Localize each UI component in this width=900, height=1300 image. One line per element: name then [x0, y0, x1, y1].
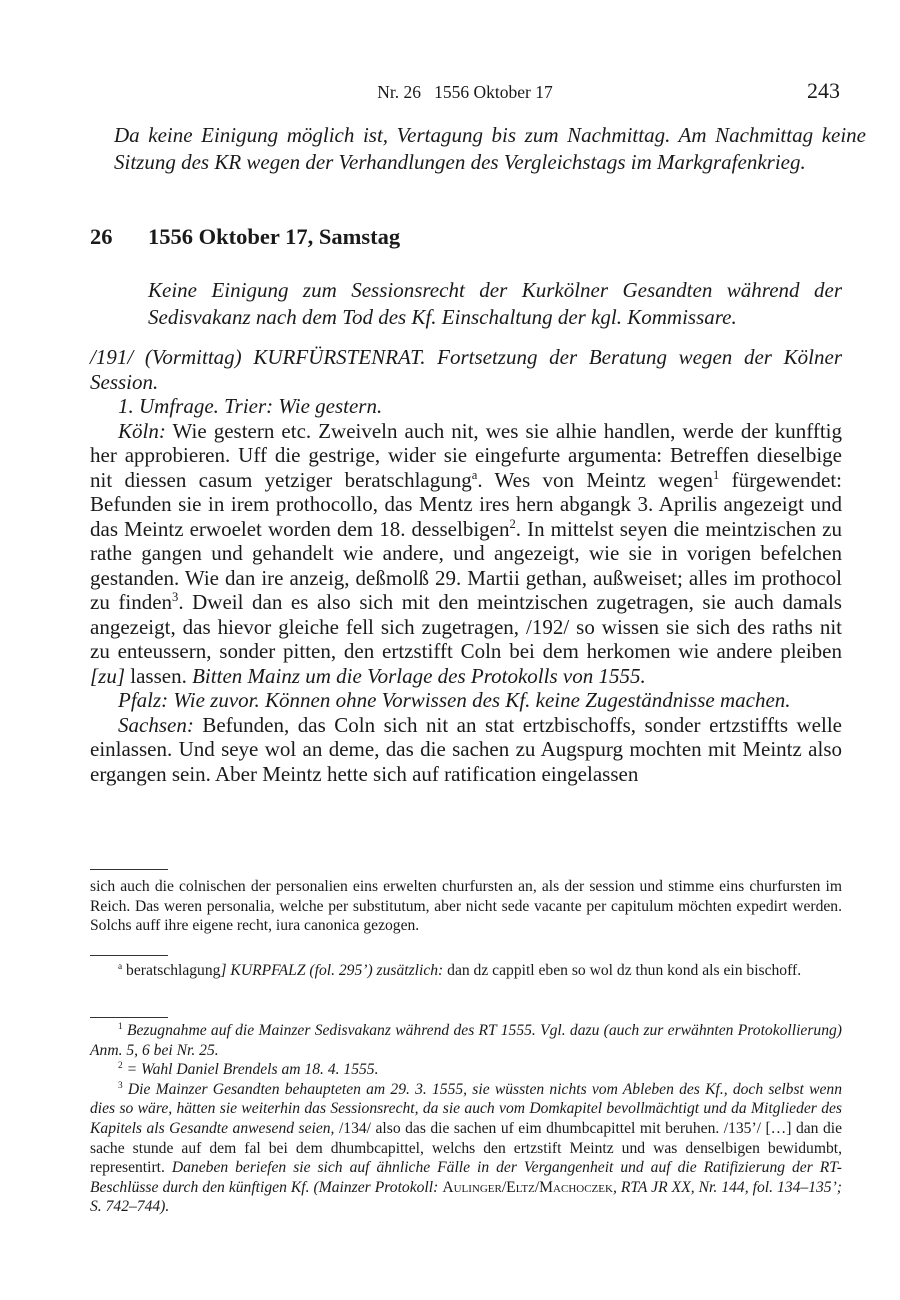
document-heading — [90, 224, 400, 250]
footnote-continuation: sich auch die colnischen der personalien eins erwelten churfursten an, als der session und stimme eins churfursten im Reich. Das weren personalia, welche per substitutum, aber nicht sede vacante per capitulum möchten expedirt werden. Solchs auff ihre eigene recht, iura canonica gezogen. — [90, 878, 842, 935]
koeln-text-2: . Wes von Meintz wegen — [477, 467, 713, 492]
pfalz-paragraph: Pfalz: Wie zuvor. Können ohne Vorwissen des Kf. keine Zugeständnisse machen. — [118, 688, 791, 712]
footnote-1-mark: 1 — [118, 1021, 123, 1032]
footnote-2-mark: 2 — [118, 1061, 123, 1071]
sachsen-label: Sachsen: — [118, 712, 194, 737]
footnote-2 — [90, 1060, 842, 1080]
intro-summary: Da keine Einigung möglich ist, Vertagung bis zum Nachmittag. Am Nachmittag keine Sitzung des KR wegen der Verhandlungen des Vergleichstags im Markgrafenkrieg. — [114, 123, 866, 174]
koeln-text-3: fürgewendet: Befunden sie in irem prothocollo, das Mentz ires hern abgangk 3. Aprilis angezeigt und das Meintz erwoelet worden dem 18. desselbigen — [90, 467, 843, 541]
running-head-title: Nr. 26 1556 Oktober 17 — [377, 82, 553, 102]
apparatus-lemma: beratschlagung — [122, 962, 221, 979]
footnote-3-mark: 3 — [118, 1080, 123, 1091]
umfrage-trier: 1. Umfrage. Trier: Wie gestern. — [118, 394, 383, 418]
koeln-editorial: [zu] — [90, 663, 126, 688]
main-text — [90, 345, 842, 786]
sachsen-paragraph — [90, 713, 842, 787]
footnote-3-quote: /134/ also das die sachen uf eim dhumbcapittel mit beruhen. /135’/ […] dan die sache stunde auf dem fal bei dem dhumbcapittel, welchs den ertzstift Meintz und was denselbigen bewidumbt, representirt. — [90, 1119, 843, 1177]
footnote-2-text: = Wahl Daniel Brendels am 18. 4. 1555. — [122, 1061, 379, 1079]
running-head — [90, 78, 840, 108]
page-number: 243 — [807, 78, 840, 103]
document-number: 26 — [90, 224, 113, 249]
footnote-3-text-2: Daneben beriefen sie sich auf ähnliche Fälle in der Vergangenheit und auf die Ratifizierung der RT-Beschlüsse durch den künftigen Kf. (Mainzer Protokoll: — [90, 1159, 842, 1196]
footnote-3 — [90, 1080, 842, 1217]
footnote-mark-2: 2 — [509, 516, 516, 531]
footnote-1 — [90, 1021, 842, 1060]
apparatus-source: ] KURPFALZ (fol. 295’) zusätzlich: — [220, 962, 444, 979]
apparatus-text: dan dz cappitl eben so wol dz thun kond als ein bischoff. — [443, 962, 802, 979]
footnote-3-reference: , RTA JR XX, Nr. 144, fol. 134–135’; S. 742–744). — [90, 1178, 842, 1216]
footnote-3-authors: Aulinger/Eltz/Machoczek — [442, 1178, 613, 1196]
sachsen-text: Befunden, das Coln sich nit an stat ertzbischoffs, sonder ertzstiffts welle einlassen. Und seye wol an deme, das die sachen zu Augspurg mochten mit Meintz also ergangen sein. Aber Meintz hette sich auf ratification eingelassen — [90, 712, 842, 786]
koeln-label: Köln: — [118, 418, 166, 443]
regest: Keine Einigung zum Sessionsrecht der Kurkölner Gesandten während der Sedisvakanz nach dem Tod des Kf. Einschaltung der kgl. Kommissare. — [148, 278, 842, 329]
koeln-text-4: . In mittelst seyen die meintzischen zu rathe gangen und gehandelt wie andere, und angezeigt, wie sie in vorigen befelchen gestanden. Wie dan ire anzeig, deßmolß 29. Martii gethan, außweiset; alles im prothocol zu finden — [90, 516, 842, 614]
commentary-rule — [90, 1017, 168, 1018]
footnote-mark-1: 1 — [712, 467, 720, 482]
koeln-text-6: lassen. — [125, 663, 193, 688]
koeln-summary: Bitten Mainz um die Vorlage des Protokolls von 1555. — [192, 663, 646, 688]
apparatus-note-a — [90, 961, 842, 981]
apparatus-mark: a — [118, 961, 123, 972]
apparatus-rule — [90, 955, 168, 956]
footnote-mark-3: 3 — [172, 590, 179, 604]
commentary-notes — [90, 1021, 842, 1217]
koeln-text-5: . Dweil dan es also sich mit den meintzischen zugetragen, sie auch damals angezeigt, das hievor gleiche fell sich zugetragen, /192/ so wissen sie sich des raths nit zu enteussern, sonder pitten, den ertzstifft Coln bei dem herkomen wie andere pleiben — [90, 590, 842, 663]
koeln-paragraph — [90, 419, 842, 689]
koeln-text-1: Wie gestern etc. Zweiveln auch nit, wes sie alhie handlen, werde der kunfftig her approbieren. Uff die gestrige, wider sie eingefurte argumenta: Betreffen dieselbige nit diessen casum yetziger beratschlagung — [90, 418, 842, 492]
footnote-mark-a: a — [471, 467, 478, 482]
document-title: 1556 Oktober 17, Samstag — [148, 224, 401, 249]
footnote-1-text: Bezugnahme auf die Mainzer Sedisvakanz während des RT 1555. Vgl. dazu (auch zur erwähnten Protokollierung) Anm. 5, 6 bei Nr. 25. — [90, 1022, 842, 1059]
session-paragraph: /191/ (Vormittag) KURFÜRSTENRAT. Fortsetzung der Beratung wegen der Kölner Session. — [90, 345, 842, 394]
footnote-3-text-1: Die Mainzer Gesandten behaupteten am 29. 3. 1555, sie wüssten nichts vom Ableben des Kf., doch selbst wenn dies so wäre, hätten sie weiterhin das Sessionsrecht, da sie auch vom Domkapitel bevollmächtigt und da Mitglieder des Kapitels als Gesandte anwesend seien, — [90, 1080, 842, 1137]
footnote-rule — [90, 869, 168, 870]
